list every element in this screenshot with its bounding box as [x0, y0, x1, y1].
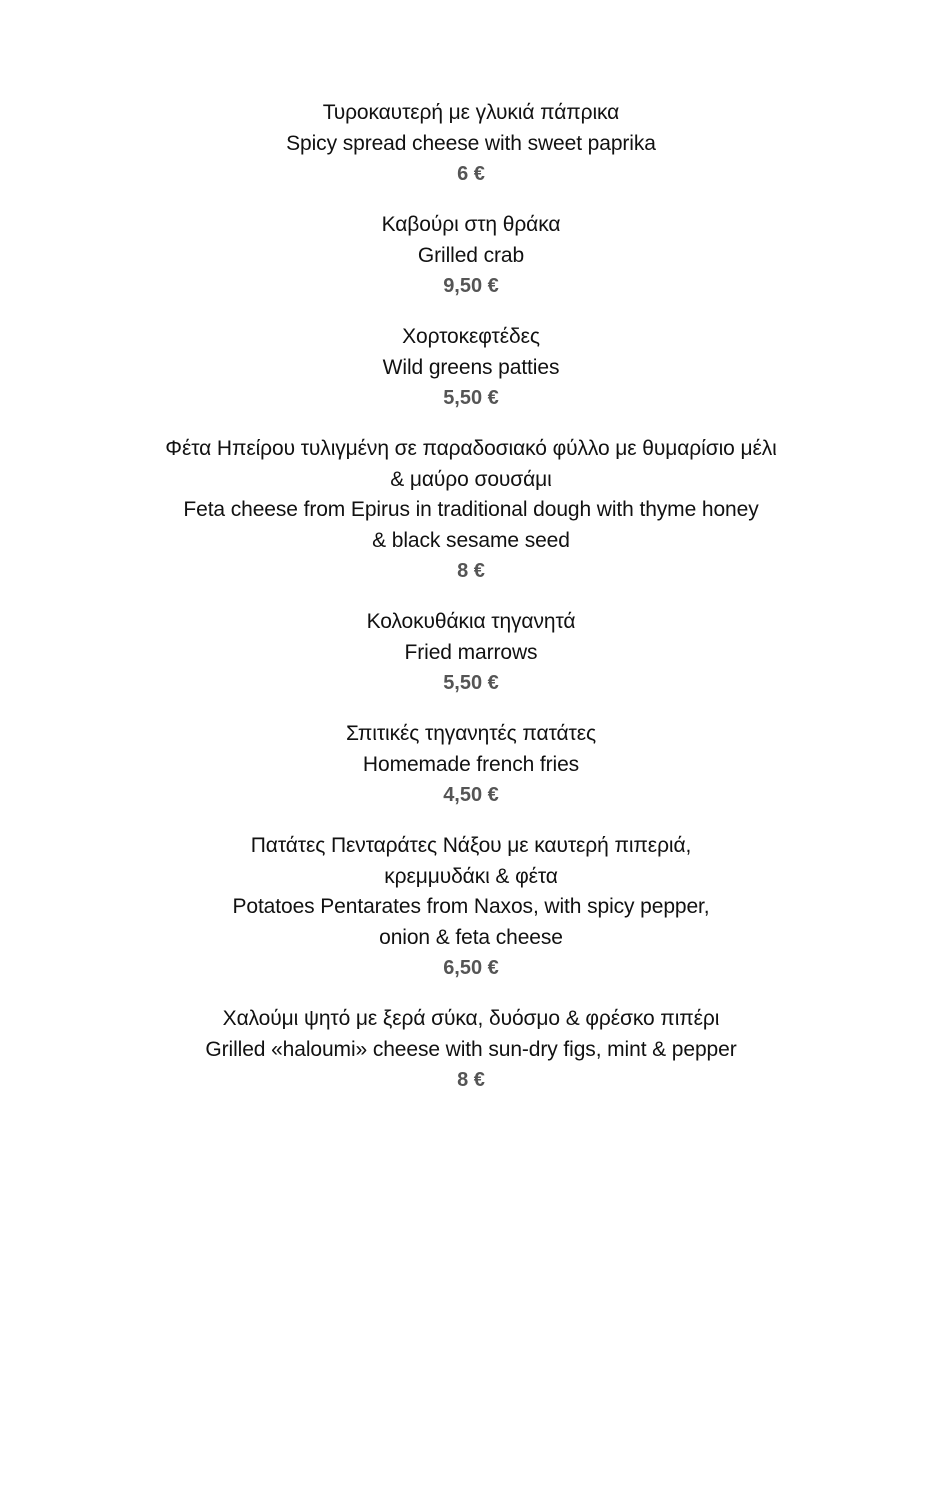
item-price: 9,50 €	[443, 275, 499, 297]
menu-item-tyrokafteri	[0, 98, 942, 190]
item-price: 8 €	[457, 1069, 485, 1091]
item-name-greek-cont: & μαύρο σουσάμι	[390, 467, 552, 491]
item-price: 4,50 €	[443, 784, 499, 806]
item-price: 5,50 €	[443, 672, 499, 694]
item-name-english: Homemade french fries	[362, 752, 580, 776]
item-price: 6,50 €	[443, 957, 499, 979]
item-name-english: Spicy spread cheese with sweet paprika	[286, 131, 656, 155]
menu-item-greens-patties	[0, 322, 942, 414]
item-name-english: Potatoes Pentarates from Naxos, with spicy pepper,	[232, 895, 710, 918]
menu-item-grilled-crab	[0, 210, 942, 302]
item-name-greek-cont: κρεμμυδάκι & φέτα	[384, 864, 558, 888]
item-price: 5,50 €	[443, 387, 499, 409]
item-name-greek: Φέτα Ηπείρου τυλιγμένη σε παραδοσιακό φύλλο με θυμαρίσιο μέλι	[165, 437, 777, 460]
item-name-greek: Κολοκυθάκια τηγανητά	[366, 610, 576, 633]
item-name-greek: Χορτοκεφτέδες	[402, 325, 540, 348]
item-price: 6 €	[457, 163, 485, 185]
menu-item-potatoes-pentarates	[0, 831, 942, 984]
item-name-english: Fried marrows	[404, 640, 538, 664]
menu-list	[0, 98, 942, 1116]
item-name-greek: Τυροκαυτερή με γλυκιά πάπρικα	[322, 101, 620, 124]
item-name-greek: Σπιτικές τηγανητές πατάτες	[346, 722, 596, 745]
item-name-greek: Καβούρι στη θράκα	[381, 213, 561, 236]
item-name-english: Wild greens patties	[382, 355, 560, 379]
menu-item-fried-marrows	[0, 607, 942, 699]
item-name-english-cont: onion & feta cheese	[379, 925, 563, 949]
menu-item-feta-epirus	[0, 434, 942, 587]
item-name-english: Grilled «haloumi» cheese with sun-dry figs, mint & pepper	[205, 1037, 737, 1061]
item-name-english: Grilled crab	[417, 243, 525, 267]
menu-item-grilled-haloumi	[0, 1004, 942, 1096]
item-name-english-cont: & black sesame seed	[372, 528, 570, 552]
menu-item-french-fries	[0, 719, 942, 811]
item-name-english: Feta cheese from Epirus in traditional dough with thyme honey	[183, 498, 759, 521]
item-name-greek: Χαλούμι ψητό με ξερά σύκα, δυόσμο & φρέσκο πιπέρι	[222, 1007, 720, 1030]
item-price: 8 €	[457, 560, 485, 582]
item-name-greek: Πατάτες Πενταράτες Νάξου με καυτερή πιπεριά,	[250, 834, 692, 857]
